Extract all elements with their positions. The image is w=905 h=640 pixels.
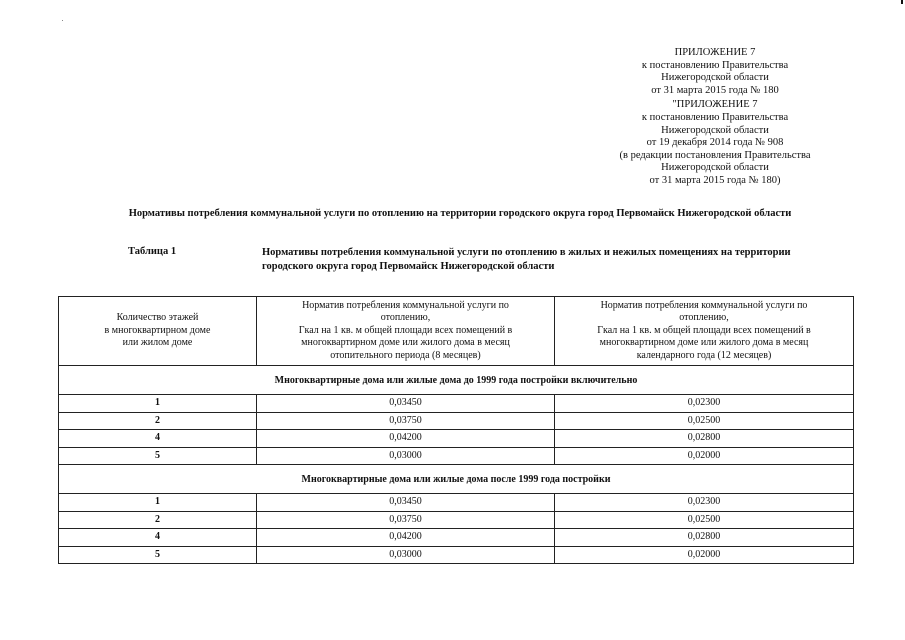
calendar-year-norm-cell: 0,02300: [555, 494, 854, 512]
header-floors: [59, 297, 257, 366]
heating-season-norm-cell: 0,03000: [257, 447, 555, 465]
table-row: [59, 395, 854, 413]
table-row: [59, 546, 854, 564]
appendix-original-line: "ПРИЛОЖЕНИЕ 7: [672, 99, 758, 111]
header-line: отопительного периода (8 месяцев): [330, 349, 481, 361]
header-calendar-year-norm: [555, 297, 854, 366]
floors-cell: 2: [59, 412, 257, 430]
appendix-original-line: Нижегородской области: [661, 124, 769, 136]
heating-season-norm-cell: 0,03750: [257, 511, 555, 529]
calendar-year-norm-cell: 0,02800: [555, 430, 854, 448]
calendar-year-norm-cell: 0,02800: [555, 529, 854, 547]
appendix-line: к постановлению Правительства: [641, 59, 789, 71]
group-title: Многоквартирные дома или жилые дома после 1999 года постройки: [59, 465, 854, 494]
appendix-original-line: (в редакции постановления Правительства: [619, 149, 811, 161]
floors-cell: 1: [59, 395, 257, 413]
table-caption: Нормативы потребления коммунальной услуги по отоплению в жилых и нежилых помещениях на территории городского округа город Первомайск Нижегородской области: [262, 247, 791, 272]
header-line: Гкал на 1 кв. м общей площади всех помещений в: [298, 324, 513, 336]
header-line: календарного года (12 месяцев): [636, 349, 772, 361]
appendix-original-line: от 19 декабря 2014 года № 908: [646, 137, 784, 149]
floors-cell: 4: [59, 430, 257, 448]
group-row: [59, 366, 854, 395]
table-row: [59, 511, 854, 529]
header-line: или жилом доме: [122, 337, 193, 349]
heating-season-norm-cell: 0,04200: [257, 430, 555, 448]
scan-mark: [901, 0, 903, 4]
scan-speck: [62, 20, 63, 21]
calendar-year-norm-cell: 0,02000: [555, 447, 854, 465]
calendar-year-norm-cell: 0,02500: [555, 412, 854, 430]
header-line: многоквартирном доме или жилого дома в месяц: [301, 337, 510, 349]
table-label: Таблица 1: [128, 246, 177, 257]
heating-season-norm-cell: 0,03450: [257, 395, 555, 413]
table-row: [59, 529, 854, 547]
calendar-year-norm-cell: 0,02300: [555, 395, 854, 413]
calendar-year-norm-cell: 0,02000: [555, 546, 854, 564]
floors-cell: 5: [59, 447, 257, 465]
table-row: [59, 412, 854, 430]
floors-cell: 2: [59, 511, 257, 529]
table-row: [59, 430, 854, 448]
group-row: [59, 465, 854, 494]
table-row: [59, 447, 854, 465]
heating-season-norm-cell: 0,03450: [257, 494, 555, 512]
table-row: [59, 494, 854, 512]
header-line: Норматив потребления коммунальной услуги по: [302, 299, 509, 311]
header-line: отоплению,: [679, 312, 729, 324]
floors-cell: 5: [59, 546, 257, 564]
appendix-line: Нижегородской области: [661, 72, 769, 84]
header-line: Норматив потребления коммунальной услуги по: [600, 299, 808, 311]
appendix-header: [565, 47, 865, 188]
header-line: отоплению,: [380, 312, 431, 324]
appendix-original-line: Нижегородской области: [661, 162, 769, 174]
appendix-original-line: к постановлению Правительства: [641, 111, 789, 123]
appendix-line: от 31 марта 2015 года № 180: [651, 84, 779, 96]
floors-cell: 4: [59, 529, 257, 547]
group-title: Многоквартирные дома или жилые дома до 1999 года постройки включительно: [59, 366, 854, 395]
heating-season-norm-cell: 0,03750: [257, 412, 555, 430]
header-line: многоквартирном доме или жилого дома в месяц: [599, 337, 809, 349]
appendix-original-line: от 31 марта 2015 года № 180): [649, 174, 781, 186]
floors-cell: 1: [59, 494, 257, 512]
heating-season-norm-cell: 0,04200: [257, 529, 555, 547]
header-line: Гкал на 1 кв. м общей площади всех помещений в: [597, 324, 811, 336]
norms-table: [58, 296, 854, 564]
header-heating-season-norm: [257, 297, 555, 366]
appendix-line: ПРИЛОЖЕНИЕ 7: [674, 47, 756, 58]
header-line: в многоквартирном доме: [104, 324, 211, 336]
calendar-year-norm-cell: 0,02500: [555, 511, 854, 529]
document-title: Нормативы потребления коммунальной услуги по отоплению на территории городского округа город Первомайск Нижегородской области: [128, 208, 792, 219]
heating-season-norm-cell: 0,03000: [257, 546, 555, 564]
table-header-row: [59, 297, 854, 366]
table-body: [59, 366, 854, 564]
header-line: Количество этажей: [116, 312, 199, 324]
